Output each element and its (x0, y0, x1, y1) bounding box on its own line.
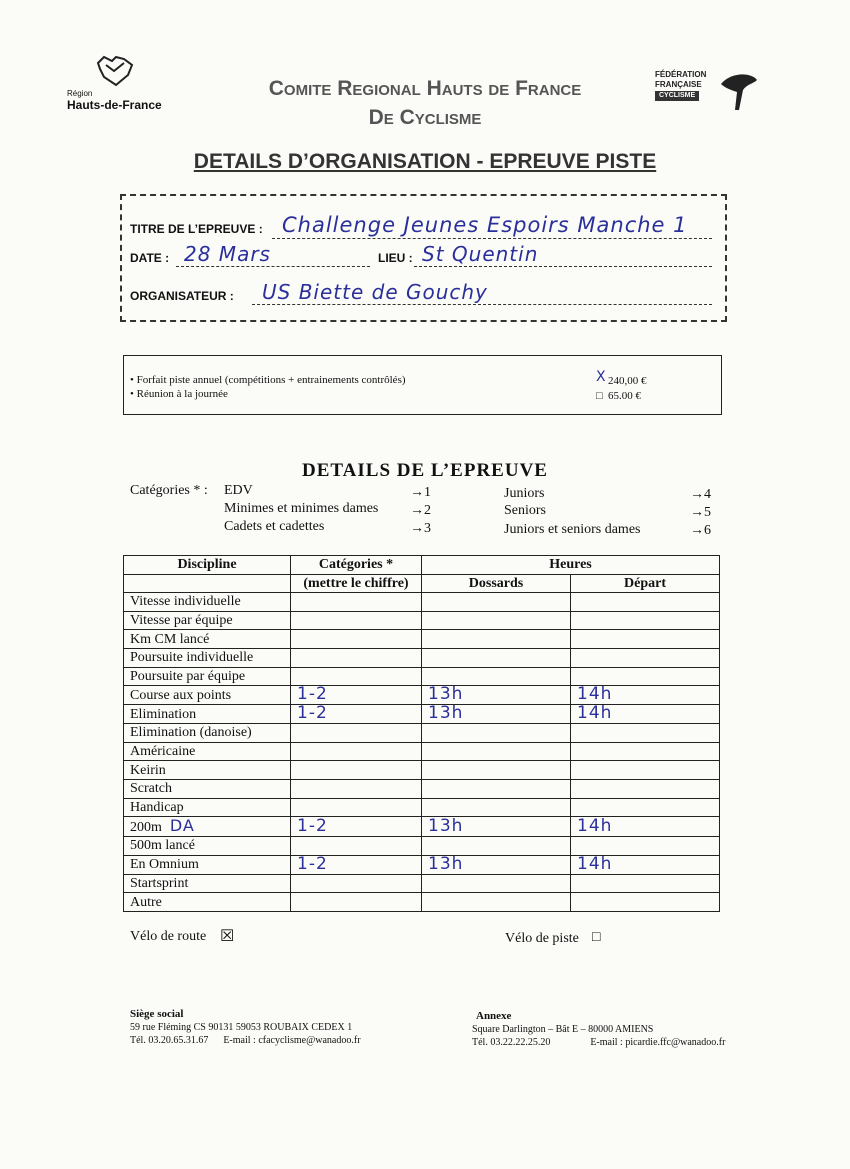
depart-cell[interactable] (571, 837, 720, 856)
category-cell[interactable] (291, 779, 422, 798)
depart-cell-text: 14h (577, 684, 613, 705)
category-code: →6 (690, 523, 711, 538)
track-bike-checkbox[interactable]: □ (592, 930, 601, 945)
dossards-cell[interactable] (422, 779, 571, 798)
discipline-cell-text: Handicap (130, 799, 184, 815)
committee-title (205, 74, 645, 132)
event-info-box (120, 194, 727, 322)
table-row (124, 798, 720, 817)
dossards-cell[interactable] (422, 798, 571, 817)
discipline-cell-text: Poursuite par équipe (130, 668, 246, 684)
hq-title: Siège social (130, 1008, 184, 1020)
table-row (124, 593, 720, 612)
dossards-cell[interactable] (422, 648, 571, 667)
footer-headquarters (130, 1008, 361, 1047)
category-cell[interactable] (291, 611, 422, 630)
discipline-cell (124, 742, 291, 761)
discipline-table-body (124, 593, 720, 912)
annex-email[interactable]: E-mail : picardie.ffc@wanadoo.fr (590, 1037, 726, 1048)
discipline-cell-text: 200m (130, 820, 162, 836)
table-row (124, 611, 720, 630)
category-cell[interactable] (291, 893, 422, 912)
discipline-cell (124, 724, 291, 743)
depart-cell[interactable] (571, 742, 720, 761)
hq-email[interactable]: E-mail : cfacyclisme@wanadoo.fr (223, 1035, 361, 1046)
region-name: Hauts-de-France (67, 98, 162, 112)
dossards-cell[interactable] (422, 837, 571, 856)
category-cell-text: 1-2 (297, 684, 328, 705)
depart-cell[interactable] (571, 779, 720, 798)
discipline-note: DA (169, 816, 195, 836)
header-categories-sub: (mettre le chiffre) (291, 574, 422, 593)
committee-line-1: Comite Regional Hauts de France (268, 77, 582, 100)
title-value[interactable]: Challenge Jeunes Espoirs Manche 1 (282, 213, 688, 237)
discipline-cell-text: Vitesse individuelle (130, 594, 241, 610)
category-cell[interactable] (291, 742, 422, 761)
organizer-value[interactable]: US Biette de Gouchy (262, 280, 488, 304)
dossards-cell[interactable] (422, 855, 571, 874)
discipline-cell-text: Autre (130, 894, 162, 910)
dossards-cell-text: 13h (428, 815, 464, 836)
discipline-cell (124, 874, 291, 893)
category-code: →5 (690, 505, 711, 520)
table-row (124, 874, 720, 893)
dossards-cell-text: 13h (428, 703, 464, 724)
category-cell[interactable] (291, 724, 422, 743)
dossards-cell[interactable] (422, 593, 571, 612)
dossards-cell[interactable] (422, 611, 571, 630)
discipline-cell (124, 855, 291, 874)
federation-logo (655, 70, 765, 118)
annex-phone: Tél. 03.22.22.25.20 (472, 1037, 551, 1048)
federation-line-3: CYCLISME (655, 91, 699, 101)
discipline-cell (124, 593, 291, 612)
heart-region-icon (94, 55, 138, 89)
dossards-cell[interactable] (422, 742, 571, 761)
date-label: DATE : (130, 251, 170, 265)
category-code: →1 (410, 485, 431, 500)
dossards-cell[interactable] (422, 705, 571, 724)
category-name: Minimes et minimes dames (224, 501, 379, 516)
annex-title: Annexe (476, 1010, 512, 1022)
header-discipline: Discipline (124, 556, 291, 575)
header-blank (124, 574, 291, 593)
discipline-cell (124, 893, 291, 912)
discipline-cell (124, 817, 291, 837)
discipline-cell-text: 500m lancé (130, 838, 195, 854)
depart-cell[interactable] (571, 761, 720, 780)
dossards-cell-text: 13h (428, 853, 464, 874)
footer-annex (472, 1010, 725, 1049)
category-cell[interactable] (291, 837, 422, 856)
category-cell[interactable] (291, 798, 422, 817)
depart-cell[interactable] (571, 798, 720, 817)
category-cell[interactable] (291, 667, 422, 686)
category-cell[interactable] (291, 855, 422, 874)
region-logo (62, 55, 182, 112)
place-label: LIEU : (378, 251, 413, 265)
table-row (124, 855, 720, 874)
depart-cell[interactable] (571, 593, 720, 612)
cyclist-swoosh-icon (717, 70, 761, 114)
category-code: →4 (690, 487, 711, 502)
discipline-cell-text: Poursuite individuelle (130, 650, 254, 666)
depart-cell[interactable] (571, 724, 720, 743)
category-cell[interactable] (291, 705, 422, 724)
depart-cell[interactable] (571, 893, 720, 912)
discipline-cell-text: Startsprint (130, 876, 189, 892)
discipline-cell-text: Vitesse par équipe (130, 613, 233, 629)
forfait-day-label: • Réunion à la journée (130, 388, 228, 400)
table-row (124, 837, 720, 856)
dossards-cell[interactable] (422, 817, 571, 837)
category-name: Juniors (504, 486, 545, 501)
table-row (124, 648, 720, 667)
category-cell-text: 1-2 (297, 853, 328, 874)
depart-cell[interactable] (571, 648, 720, 667)
track-bike-label: Vélo de piste (505, 931, 579, 946)
category-cell[interactable] (291, 761, 422, 780)
forfait-annual-price: 240,00 € (608, 375, 647, 387)
date-value[interactable]: 28 Mars (184, 242, 271, 266)
forfait-annual-checkmark[interactable]: X (596, 369, 607, 385)
category-name: Cadets et cadettes (224, 519, 325, 534)
category-code: →3 (410, 521, 431, 536)
forfait-day-checkbox[interactable]: □ (596, 390, 603, 402)
discipline-cell (124, 630, 291, 649)
category-code: →2 (410, 503, 431, 518)
dossards-cell[interactable] (422, 724, 571, 743)
category-cell-text: 1-2 (297, 703, 328, 724)
dossards-cell[interactable] (422, 667, 571, 686)
depart-cell[interactable] (571, 817, 720, 837)
section-title: DETAILS DE L’EPREUVE (302, 460, 548, 481)
category-name: Seniors (504, 503, 546, 518)
depart-cell[interactable] (571, 874, 720, 893)
discipline-cell (124, 779, 291, 798)
category-name: Juniors et seniors dames (504, 522, 641, 537)
page-title: DETAILS D’ORGANISATION - EPREUVE PISTE (193, 150, 657, 173)
discipline-table (123, 555, 720, 912)
dossards-cell[interactable] (422, 686, 571, 705)
discipline-cell-text: Elimination (danoise) (130, 725, 252, 741)
discipline-cell-text: Km CM lancé (130, 631, 210, 647)
committee-line-2: De Cyclisme (368, 106, 482, 129)
discipline-cell (124, 761, 291, 780)
dossards-cell[interactable] (422, 874, 571, 893)
discipline-cell (124, 837, 291, 856)
dossards-cell[interactable] (422, 893, 571, 912)
region-small-label: Région (67, 89, 93, 98)
category-cell[interactable] (291, 630, 422, 649)
forfait-box (123, 355, 722, 415)
depart-cell-text: 14h (577, 815, 613, 836)
organizer-label: ORGANISATEUR : (130, 289, 234, 303)
place-value[interactable]: St Quentin (422, 242, 539, 266)
depart-cell-text: 14h (577, 853, 613, 874)
hq-phone: Tél. 03.20.65.31.67 (130, 1035, 209, 1046)
depart-cell[interactable] (571, 855, 720, 874)
road-bike-label: Vélo de route (130, 929, 207, 944)
depart-cell[interactable] (571, 667, 720, 686)
road-bike-checkbox[interactable]: ☒ (220, 928, 235, 945)
depart-cell[interactable] (571, 686, 720, 705)
header-dossards: Dossards (422, 574, 571, 593)
discipline-cell (124, 667, 291, 686)
depart-cell[interactable] (571, 705, 720, 724)
table-row (124, 893, 720, 912)
table-row (124, 705, 720, 724)
discipline-cell-text: Keirin (130, 762, 166, 778)
annex-address: Square Darlington – Bât E – 80000 AMIENS (472, 1024, 654, 1035)
federation-line-1: FÉDÉRATION (655, 70, 707, 79)
table-row (124, 724, 720, 743)
header-hours: Heures (422, 556, 720, 575)
forfait-annual-label: • Forfait piste annuel (compétitions + entrainements contrôlés) (130, 374, 406, 386)
categories-label: Catégories * : (130, 483, 208, 498)
table-row (124, 761, 720, 780)
discipline-cell-text: Américaine (130, 744, 196, 760)
depart-cell[interactable] (571, 630, 720, 649)
discipline-cell-text: Scratch (130, 781, 172, 797)
forfait-day-price: 65.00 € (608, 390, 641, 402)
hq-address: 59 rue Fléming CS 90131 59053 ROUBAIX CEDEX 1 (130, 1022, 353, 1033)
table-row (124, 817, 720, 837)
discipline-cell-text: Elimination (130, 706, 197, 722)
discipline-cell (124, 648, 291, 667)
discipline-cell (124, 686, 291, 705)
depart-cell[interactable] (571, 611, 720, 630)
discipline-cell (124, 611, 291, 630)
table-row (124, 630, 720, 649)
table-row (124, 667, 720, 686)
table-row (124, 779, 720, 798)
category-name: EDV (224, 483, 253, 498)
category-cell[interactable] (291, 874, 422, 893)
category-cell[interactable] (291, 593, 422, 612)
header-depart: Départ (571, 574, 720, 593)
header-categories: Catégories * (291, 556, 422, 575)
category-cell[interactable] (291, 817, 422, 837)
federation-line-2: FRANÇAISE (655, 80, 702, 89)
table-row (124, 742, 720, 761)
category-cell-text: 1-2 (297, 815, 328, 836)
category-cell[interactable] (291, 648, 422, 667)
category-cell[interactable] (291, 686, 422, 705)
discipline-cell (124, 705, 291, 724)
discipline-cell (124, 798, 291, 817)
title-label: TITRE DE L’EPREUVE : (130, 222, 263, 236)
dossards-cell[interactable] (422, 630, 571, 649)
discipline-cell-text: Course aux points (130, 687, 232, 703)
table-row (124, 686, 720, 705)
dossards-cell-text: 13h (428, 684, 464, 705)
dossards-cell[interactable] (422, 761, 571, 780)
discipline-cell-text: En Omnium (130, 857, 199, 873)
depart-cell-text: 14h (577, 703, 613, 724)
